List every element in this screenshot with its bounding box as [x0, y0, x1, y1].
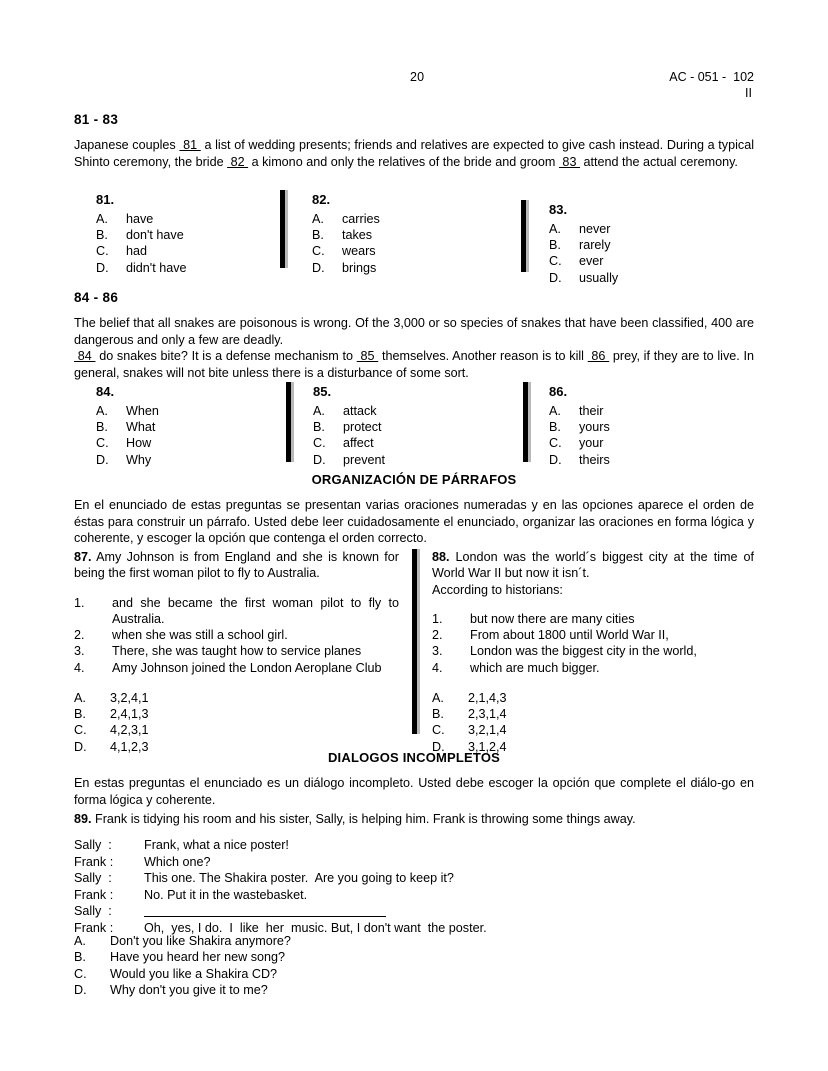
question-87-stem-text: Amy Johnson is from England and she is known for being the first woman pilot to fly to Australia.	[74, 550, 399, 581]
blank-81: 81	[179, 138, 201, 152]
option-text: What	[126, 420, 156, 435]
option-text: have	[126, 212, 154, 226]
option-text: Have you heard her new song?	[110, 950, 286, 965]
question-81	[96, 192, 187, 276]
sentence-text: which are much bigger.	[470, 660, 600, 675]
option-text: Why don't you give it to me?	[110, 983, 268, 998]
dialogue-speaker: Frank :	[74, 920, 114, 935]
option-row[interactable]	[432, 722, 754, 738]
option-letter: B.	[432, 707, 444, 722]
option-text: takes	[342, 228, 373, 243]
passage-text-2: a list of wedding presents; friends and relatives are expected to give cash instead. During a typical Shinto ceremony, the bride	[74, 138, 755, 169]
sentence-row	[432, 643, 754, 659]
option-row[interactable]	[74, 982, 634, 998]
sentence-row	[74, 627, 399, 643]
option-letter: B.	[74, 950, 86, 965]
question-84	[96, 384, 159, 468]
option-row[interactable]	[432, 706, 754, 722]
option-text: 3,2,1,4	[468, 723, 507, 738]
sentence-index: 2.	[74, 628, 85, 643]
option-letter: B.	[312, 228, 324, 243]
blank-83: 83	[558, 154, 580, 169]
passage-81-83	[74, 137, 754, 170]
question-83-options	[549, 221, 618, 286]
option-letter: D.	[432, 739, 445, 754]
dialogue-speaker: Sally :	[74, 838, 112, 852]
question-87-stem	[74, 549, 399, 582]
question-81-options	[96, 211, 187, 276]
question-86-number: 86.	[549, 384, 568, 399]
blank-84: 84	[74, 349, 96, 363]
document-code: AC - 051 - 102	[669, 70, 754, 84]
question-89-options	[74, 933, 634, 999]
dialogue-row	[74, 870, 634, 887]
option-letter: D.	[74, 739, 87, 754]
question-88-sentences	[432, 611, 754, 676]
option-row[interactable]	[549, 435, 610, 451]
dialogue-row	[74, 854, 634, 871]
dialogue-row-blank	[74, 903, 634, 920]
question-87	[74, 549, 399, 755]
column-separator	[412, 549, 417, 734]
option-letter: D.	[74, 983, 87, 998]
passage-text-1: Japanese couples	[74, 138, 180, 152]
option-row[interactable]	[96, 403, 159, 419]
option-row[interactable]	[74, 722, 399, 738]
option-text: When	[126, 404, 159, 418]
section-heading-parrafos: ORGANIZACIÓN DE PÁRRAFOS	[311, 472, 517, 487]
option-row[interactable]	[96, 243, 187, 259]
option-letter: C.	[96, 436, 109, 451]
sentence-text: when she was still a school girl.	[112, 628, 288, 643]
blank-85: 85	[356, 349, 379, 363]
column-separator	[521, 200, 526, 272]
dialogue-89	[74, 837, 634, 937]
column-separator	[523, 382, 528, 462]
option-row[interactable]	[432, 690, 754, 706]
option-row[interactable]	[549, 452, 610, 468]
instructions-parrafos: En el enunciado de estas preguntas se presentan varias oraciones numeradas y en las opciones aparece el orden de éstas para construir un párrafo. Usted debe leer cuidadosamente el enunciado, organizar las oraciones en forma lógica y coherente, y escoger la opción que contenga el orden correcto.	[74, 498, 754, 545]
option-row[interactable]	[313, 435, 385, 451]
sentence-index: 3.	[432, 644, 443, 659]
option-row[interactable]	[74, 690, 399, 706]
option-row[interactable]	[312, 243, 380, 259]
option-letter: A.	[96, 212, 108, 226]
dialogue-line: Oh, yes, I do. I like her music. But, I don't want the poster.	[144, 920, 487, 935]
option-text: How	[126, 436, 152, 451]
option-row[interactable]	[74, 706, 399, 722]
passage-text-2: do snakes bite? It is a defense mechanism to	[95, 349, 357, 363]
sentence-row	[74, 660, 399, 676]
option-text: Don't you like Shakira anymore?	[110, 934, 291, 948]
option-text: 3,1,2,4	[468, 739, 507, 754]
answer-blank-line	[144, 904, 386, 917]
passage-text-4: prey, if they are to live. In general, snakes will not bite unless there is a disturbance of some sort.	[74, 349, 755, 380]
option-letter: C.	[312, 244, 325, 259]
sentence-text: There, she was taught how to service planes	[112, 644, 362, 659]
passage-84-86	[74, 348, 754, 381]
option-letter: C.	[549, 436, 562, 451]
option-row[interactable]	[313, 403, 385, 419]
option-letter: D.	[549, 452, 562, 467]
option-letter: D.	[96, 452, 109, 467]
option-row[interactable]	[96, 260, 187, 276]
option-letter: A.	[549, 404, 561, 418]
option-row[interactable]	[74, 966, 634, 982]
option-text: brings	[342, 260, 377, 275]
dialogue-row	[74, 837, 634, 854]
option-letter: A.	[549, 222, 561, 236]
option-row[interactable]	[549, 237, 618, 253]
question-88-stem-line2: According to historians:	[432, 582, 563, 597]
option-text: Why	[126, 452, 152, 467]
question-89-stem-text: Frank is tidying his room and his sister, Sally, is helping him. Frank is throwing some things away.	[95, 812, 636, 826]
sentence-row	[74, 643, 399, 659]
option-row[interactable]	[74, 949, 634, 965]
sentence-index: 4.	[432, 660, 443, 675]
option-text: had	[126, 244, 148, 259]
option-letter: D.	[313, 452, 326, 467]
option-letter: A.	[74, 691, 86, 706]
option-letter: A.	[312, 212, 324, 226]
question-83	[549, 202, 618, 286]
dialogue-line: Frank, what a nice poster!	[144, 838, 289, 852]
sentence-text: London was the biggest city in the world,	[470, 644, 697, 659]
document-code-line2: II	[745, 86, 752, 100]
sentence-index: 1.	[74, 595, 85, 610]
question-82-number: 82.	[312, 192, 331, 207]
question-88-stem	[432, 549, 754, 582]
option-text: don't have	[126, 228, 184, 243]
option-text: Would you like a Shakira CD?	[110, 966, 278, 981]
sentence-row	[432, 611, 754, 627]
question-85	[313, 384, 385, 468]
option-letter: C.	[74, 966, 87, 981]
option-letter: A.	[74, 934, 86, 948]
option-letter: D.	[96, 260, 109, 275]
dialogue-line: No. Put it in the wastebasket.	[144, 887, 308, 902]
question-87-options	[74, 690, 399, 755]
sentence-row	[74, 595, 399, 628]
option-row[interactable]	[549, 253, 618, 269]
option-text: wears	[342, 244, 376, 259]
option-text: 3,2,4,1	[110, 691, 149, 706]
option-text: affect	[343, 436, 374, 451]
option-letter: B.	[96, 228, 108, 243]
question-89-number: 89.	[74, 812, 92, 826]
passage-text-4: attend the actual ceremony.	[579, 154, 738, 169]
option-text: 2,4,1,3	[110, 707, 149, 722]
option-text: attack	[343, 404, 377, 418]
page-number: 20	[410, 70, 425, 84]
question-83-number: 83.	[549, 202, 568, 217]
dialogue-speaker: Frank :	[74, 887, 114, 902]
question-84-options	[96, 403, 159, 468]
column-separator	[286, 382, 291, 462]
option-letter: D.	[312, 260, 325, 275]
option-letter: C.	[313, 436, 326, 451]
dialogue-row	[74, 887, 634, 904]
option-letter: D.	[549, 270, 562, 285]
option-row[interactable]	[313, 419, 385, 435]
option-row[interactable]	[312, 211, 380, 227]
instructions-dialogos: En estas preguntas el enunciado es un diálogo incompleto. Usted debe escoger la opción que complete el diálo-go en forma lógica y coherente.	[74, 776, 754, 807]
column-separator	[280, 190, 285, 268]
option-text: yours	[579, 420, 610, 435]
sentence-text: From about 1800 until World War II,	[470, 628, 669, 643]
option-letter: C.	[96, 244, 109, 259]
question-88-stem-text: London was the world´s biggest city at the time of World War II but now it isn´t.	[432, 550, 755, 581]
option-text: rarely	[579, 238, 611, 253]
question-82	[312, 192, 380, 276]
dialogue-speaker: Frank :	[74, 854, 114, 869]
passage-text-3: themselves. Another reason is to kill	[378, 349, 588, 363]
option-letter: C.	[432, 723, 445, 738]
option-letter: B.	[313, 420, 325, 435]
sentence-index: 4.	[74, 660, 85, 675]
option-text: usually	[579, 270, 619, 285]
group-title-81-83: 81 - 83	[74, 112, 119, 127]
question-84-number: 84.	[96, 384, 115, 399]
option-row[interactable]	[549, 270, 618, 286]
question-86	[549, 384, 610, 468]
sentence-index: 3.	[74, 644, 85, 659]
page-header	[74, 70, 754, 110]
option-text: prevent	[343, 452, 386, 467]
option-text: never	[579, 222, 611, 236]
option-row[interactable]	[96, 419, 159, 435]
blank-86: 86	[587, 349, 610, 363]
question-85-number: 85.	[313, 384, 332, 399]
option-row[interactable]	[312, 260, 380, 276]
option-letter: C.	[549, 254, 562, 269]
option-letter: A.	[313, 404, 325, 418]
option-letter: B.	[549, 238, 561, 253]
sentence-text: but now there are many cities	[470, 611, 635, 626]
question-87-sentences	[74, 595, 399, 676]
sentence-text: and she became the first woman pilot to fly to Australia.	[112, 595, 399, 626]
dialogue-answer-blank	[144, 903, 634, 920]
option-text: your	[579, 436, 604, 451]
option-text: 2,1,4,3	[468, 691, 507, 706]
sentence-index: 1.	[432, 611, 443, 626]
option-row[interactable]	[312, 227, 380, 243]
blank-82: 82	[227, 154, 249, 169]
sentence-text: Amy Johnson joined the London Aeroplane Club	[112, 660, 382, 675]
question-85-options	[313, 403, 385, 468]
option-row[interactable]	[549, 419, 610, 435]
option-text: their	[579, 404, 604, 418]
option-text: didn't have	[126, 260, 187, 275]
option-text: carries	[342, 212, 380, 226]
option-row[interactable]	[313, 452, 385, 468]
passage-84-86-intro: The belief that all snakes are poisonous is wrong. Of the 3,000 or so species of snakes that have been classified, 400 are dangerous and only a few are deadly.	[74, 316, 754, 347]
passage-text-3: a kimono and only the relatives of the bride and groom	[248, 154, 559, 169]
option-letter: C.	[74, 723, 87, 738]
question-88-number: 88.	[432, 550, 450, 564]
dialogue-speaker: Sally :	[74, 871, 112, 886]
option-text: 4,1,2,3	[110, 739, 149, 754]
option-row[interactable]	[74, 933, 634, 949]
sentence-row	[432, 627, 754, 643]
question-87-number: 87.	[74, 550, 92, 564]
question-88	[432, 549, 754, 755]
question-89-stem	[74, 811, 754, 827]
option-row[interactable]	[96, 452, 159, 468]
option-text: protect	[343, 420, 382, 435]
option-text: 2,3,1,4	[468, 707, 507, 722]
sentence-row	[432, 660, 754, 676]
option-text: theirs	[579, 452, 610, 467]
option-text: ever	[579, 254, 604, 269]
group-title-84-86: 84 - 86	[74, 290, 119, 305]
question-88-options	[432, 690, 754, 755]
dialogue-speaker: Sally :	[74, 904, 112, 919]
question-82-options	[312, 211, 380, 276]
question-81-number: 81.	[96, 192, 115, 207]
sentence-index: 2.	[432, 628, 443, 643]
option-letter: B.	[74, 707, 86, 722]
option-letter: A.	[432, 691, 444, 706]
option-letter: A.	[96, 404, 108, 418]
question-86-options	[549, 403, 610, 468]
option-row[interactable]	[549, 221, 618, 237]
dialogue-line: This one. The Shakira poster. Are you going to keep it?	[144, 871, 454, 886]
dialogue-line: Which one?	[144, 854, 211, 869]
section-heading-dialogos: DIALOGOS INCOMPLETOS	[327, 750, 501, 765]
option-row[interactable]	[549, 403, 610, 419]
option-row[interactable]	[96, 211, 187, 227]
option-row[interactable]	[96, 435, 159, 451]
option-letter: B.	[96, 420, 108, 435]
option-letter: B.	[549, 420, 561, 435]
option-row[interactable]	[96, 227, 187, 243]
option-text: 4,2,3,1	[110, 723, 149, 738]
